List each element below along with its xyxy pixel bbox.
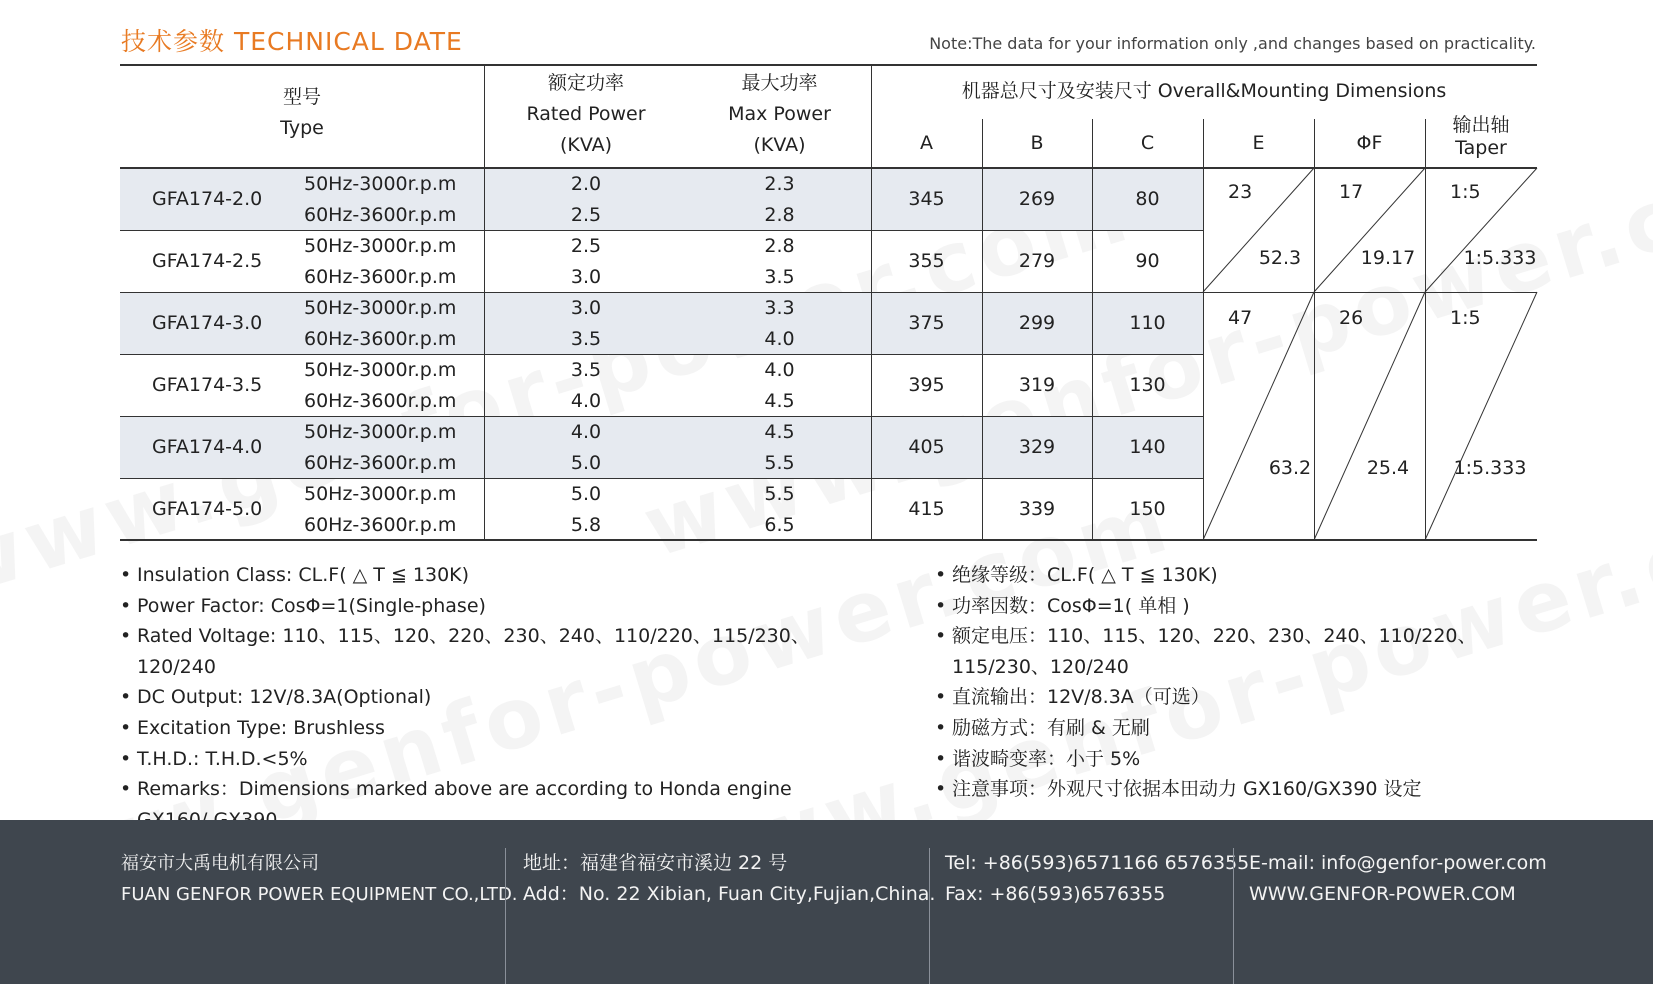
footer-phone (945, 848, 1249, 910)
frequency-cell: 60Hz-3600r.p.m (304, 203, 457, 226)
header-type-en: Type (280, 117, 324, 139)
technical-data-table (120, 64, 1537, 540)
note-item: • T.H.D.: T.H.D.<5% (120, 744, 860, 775)
frequency-cell: 50Hz-3000r.p.m (304, 172, 457, 195)
note-item: • Remarks：Dimensions marked above are according to Honda engine (120, 774, 837, 835)
note-item: • 绝缘等级：CL.F( △ T ≦ 130K) (935, 560, 1545, 591)
header-a: A (920, 132, 933, 154)
dim-c-cell: 150 (1129, 498, 1166, 520)
dim-c-cell: 140 (1129, 436, 1166, 458)
header-rated-cn: 额定功率 (547, 72, 624, 94)
note-item: • Rated Voltage: 110、115、120、220、230、240、110/220、115/230、120/240 (120, 621, 860, 682)
note-item: • 直流输出：12V/8.3A（可选） (935, 682, 1545, 713)
dim-e-top: 23 (1228, 181, 1253, 203)
header-type-cn: 型号 (282, 86, 321, 108)
taper-bottom: 1:5.333 (1463, 247, 1537, 269)
note-item: • 励磁方式：有刷 & 无刷 (935, 713, 1545, 744)
frequency-cell: 60Hz-3600r.p.m (304, 265, 457, 288)
note-item: • 注意事项：外观尺寸依据本田动力 GX160/GX390 设定 (935, 774, 1545, 805)
header-e: E (1252, 132, 1265, 154)
dim-a-cell: 375 (908, 312, 945, 334)
frequency-cell: 50Hz-3000r.p.m (304, 420, 457, 443)
max-power-cell: 4.5 (764, 420, 795, 443)
dim-c-cell: 110 (1129, 312, 1166, 334)
max-power-cell: 2.8 (764, 203, 795, 226)
dim-f-bottom: 19.17 (1360, 247, 1416, 269)
notes-chinese (935, 560, 1545, 805)
header-taper-cn: 输出轴 (1452, 114, 1510, 136)
footer-address (523, 848, 935, 910)
frequency-cell: 60Hz-3600r.p.m (304, 389, 457, 412)
max-power-cell: 4.5 (764, 389, 795, 412)
dim-a-cell: 345 (908, 188, 945, 210)
header-max-power (688, 68, 871, 161)
header-dimensions: 机器总尺寸及安装尺寸 Overall&Mounting Dimensions (961, 80, 1447, 102)
rated-power-cell: 2.0 (570, 172, 602, 195)
max-power-cell: 3.5 (764, 265, 795, 288)
model-cell: GFA174-4.0 (152, 436, 263, 458)
footer-divider (505, 848, 506, 984)
notes-english (120, 560, 860, 835)
max-power-cell: 2.8 (764, 234, 795, 257)
max-power-cell: 5.5 (764, 482, 795, 505)
rated-power-cell: 5.0 (570, 451, 602, 474)
frequency-cell: 50Hz-3000r.p.m (304, 482, 457, 505)
header-f: ΦF (1356, 132, 1383, 154)
address-cn: 地址：福建省福安市溪边 22 号 (523, 852, 788, 874)
tel-text: Tel: +86(593)6571166 6576355 (945, 852, 1250, 874)
max-power-cell: 4.0 (764, 358, 795, 381)
rated-power-cell: 2.5 (570, 234, 602, 257)
header-rated-unit: (KVA) (559, 134, 613, 156)
frequency-cell: 50Hz-3000r.p.m (304, 358, 457, 381)
dim-b-cell: 319 (1018, 374, 1056, 396)
model-cell: GFA174-3.0 (152, 312, 263, 334)
rated-power-cell: 4.0 (570, 389, 602, 412)
page-title: 技术参数 TECHNICAL DATE (121, 27, 463, 56)
header-rated-en: Rated Power (526, 103, 646, 125)
frequency-cell: 60Hz-3600r.p.m (304, 327, 457, 350)
dim-b-cell: 269 (1018, 188, 1056, 210)
header-taper-en: Taper (1455, 137, 1507, 159)
dim-b-cell: 299 (1018, 312, 1056, 334)
footer (0, 820, 1653, 984)
note-item: • 谐波畸变率：小于 5% (935, 744, 1545, 775)
header-max-en: Max Power (728, 103, 831, 125)
max-power-cell: 3.3 (764, 296, 795, 319)
disclaimer-note: Note:The data for your information only ,and changes based on practicality. (929, 34, 1536, 53)
company-name-cn: 福安市大禹电机有限公司 (121, 853, 319, 874)
footer-divider (1233, 848, 1234, 984)
max-power-cell: 4.0 (764, 327, 795, 350)
rated-power-cell: 3.0 (570, 296, 602, 319)
fax-text: Fax: +86(593)6576355 (945, 883, 1166, 905)
dim-c-cell: 130 (1129, 374, 1166, 396)
header-c: C (1140, 132, 1155, 154)
model-cell: GFA174-2.0 (152, 188, 263, 210)
rated-power-cell: 5.8 (570, 513, 602, 536)
taper-bottom: 1:5.333 (1453, 457, 1527, 479)
rated-power-cell: 2.5 (570, 203, 602, 226)
dim-b-cell: 329 (1018, 436, 1056, 458)
dim-b-cell: 279 (1018, 250, 1056, 272)
header-max-cn: 最大功率 (741, 72, 818, 94)
frequency-cell: 60Hz-3600r.p.m (304, 513, 457, 536)
note-item: • Power Factor: CosΦ=1(Single-phase) (120, 591, 860, 622)
footer-divider (929, 848, 930, 984)
header-type (120, 82, 484, 144)
model-cell: GFA174-2.5 (152, 250, 263, 272)
note-item: • Insulation Class: CL.F( △ T ≦ 130K) (120, 560, 860, 591)
model-cell: GFA174-5.0 (152, 498, 263, 520)
dim-f-top: 17 (1339, 181, 1364, 203)
dim-f-bottom: 25.4 (1366, 457, 1410, 479)
footer-company (121, 848, 518, 910)
footer-contact (1249, 848, 1547, 910)
note-item: • 额定电压：110、115、120、220、230、240、110/220、115/230、120/240 (935, 621, 1545, 682)
model-cell: GFA174-3.5 (152, 374, 263, 396)
max-power-cell: 6.5 (764, 513, 795, 536)
note-item: • DC Output: 12V/8.3A(Optional) (120, 682, 860, 713)
dim-e-top: 47 (1228, 307, 1253, 329)
dim-a-cell: 355 (908, 250, 945, 272)
rated-power-cell: 5.0 (570, 482, 602, 505)
dim-e-bottom: 63.2 (1268, 457, 1312, 479)
frequency-cell: 60Hz-3600r.p.m (304, 451, 457, 474)
note-item: • 功率因数：CosΦ=1( 单相 ) (935, 591, 1545, 622)
header-b: B (1030, 132, 1044, 154)
taper-top: 1:5 (1450, 307, 1481, 329)
company-name-en: FUAN GENFOR POWER EQUIPMENT CO.,LTD. (121, 884, 518, 905)
rated-power-cell: 3.5 (570, 358, 602, 381)
dim-c-cell: 90 (1135, 250, 1160, 272)
rated-power-cell: 3.0 (570, 265, 602, 288)
dim-f-top: 26 (1339, 307, 1364, 329)
dim-c-cell: 80 (1135, 188, 1160, 210)
max-power-cell: 5.5 (764, 451, 795, 474)
dim-a-cell: 395 (908, 374, 945, 396)
max-power-cell: 2.3 (764, 172, 795, 195)
email-link[interactable]: E-mail: info@genfor-power.com (1249, 852, 1547, 874)
taper-top: 1:5 (1450, 181, 1481, 203)
rated-power-cell: 3.5 (570, 327, 602, 350)
website-link[interactable]: WWW.GENFOR-POWER.COM (1249, 883, 1516, 905)
address-en: Add：No. 22 Xibian, Fuan City,Fujian,China. (523, 883, 936, 905)
frequency-cell: 50Hz-3000r.p.m (304, 296, 457, 319)
header-rated-power (484, 68, 688, 161)
dim-b-cell: 339 (1018, 498, 1056, 520)
rated-power-cell: 4.0 (570, 420, 602, 443)
dim-e-bottom: 52.3 (1258, 247, 1302, 269)
header-taper (1425, 114, 1537, 160)
dim-a-cell: 415 (908, 498, 945, 520)
note-item: • Excitation Type: Brushless (120, 713, 860, 744)
header-max-unit: (KVA) (753, 134, 806, 156)
frequency-cell: 50Hz-3000r.p.m (304, 234, 457, 257)
dim-a-cell: 405 (908, 436, 945, 458)
